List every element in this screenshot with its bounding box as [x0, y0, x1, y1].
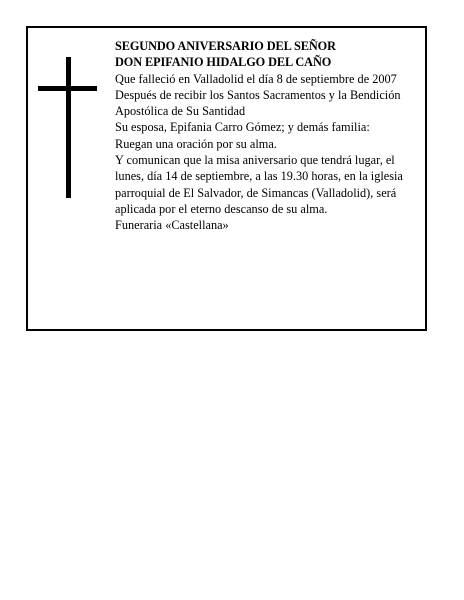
mass-paragraph: Y comunican que la misa aniversario que tendrá lugar, el lunes, día 14 de septiembre, a las 19.30 horas, en la iglesia parroquial de El Salvador, de Simancas (Valladolid), será aplicada por el eterno descanso de su alma.	[115, 153, 403, 216]
funeral-home-paragraph: Funeraria «Castellana»	[115, 218, 229, 233]
sacraments-paragraph: Después de recibir los Santos Sacramentos y la Bendición Apostólica de Su Santidad	[115, 87, 401, 119]
prayer-paragraph: Ruegan una oración por su alma.	[115, 136, 277, 151]
family-paragraph: Su esposa, Epifania Carro Gómez; y demás familia:	[115, 120, 370, 135]
notice-heading-line-1: SEGUNDO ANIVERSARIO DEL SEÑOR	[115, 39, 336, 53]
obituary-notice	[26, 26, 427, 331]
notice-text	[115, 38, 420, 234]
death-paragraph: Que falleció en Valladolid el día 8 de septiembre de 2007	[115, 71, 397, 86]
cross-icon-vertical-bar	[66, 57, 71, 198]
notice-heading-line-2: DON EPIFANIO HIDALGO DEL CAÑO	[115, 55, 332, 70]
cross-icon-horizontal-bar	[38, 86, 97, 91]
